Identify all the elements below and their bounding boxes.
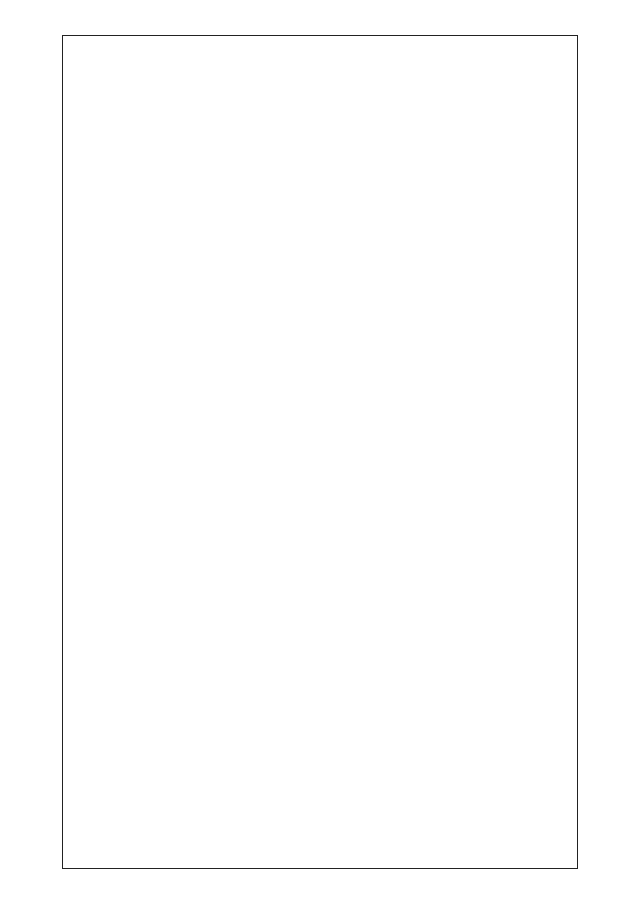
rotated-document-body: [72, 46, 568, 858]
document-text-line: [540, 54, 557, 850]
document-text-line: [299, 54, 316, 850]
document-text-line: [403, 54, 420, 850]
document-text-line: [282, 54, 299, 850]
document-text-line: [437, 54, 454, 850]
document-text-line: [76, 54, 93, 850]
document-text-line: [471, 54, 488, 850]
document-text-line: [454, 54, 471, 850]
document-text-line: [248, 54, 265, 850]
document-text-line: [128, 54, 145, 850]
document-text-line: [489, 54, 506, 850]
document-text-frame: [62, 35, 578, 869]
document-text-line: [317, 54, 334, 850]
document-text-line: [110, 54, 127, 850]
document-text-line: [351, 54, 368, 850]
document-text-line: [265, 54, 282, 850]
document-text-line: [162, 54, 179, 850]
document-text-line: [93, 54, 110, 850]
document-text-line: [231, 54, 248, 850]
document-text-line: [506, 54, 523, 850]
document-text-line: [179, 54, 196, 850]
document-text-line: [214, 54, 231, 850]
document-text-line: [334, 54, 351, 850]
document-text-line: [385, 54, 402, 850]
document-text-line: [557, 54, 574, 850]
document-text-line: [420, 54, 437, 850]
document-text-line: [145, 54, 162, 850]
document-text-line: [196, 54, 213, 850]
document-text-line: [368, 54, 385, 850]
document-text-line: [523, 54, 540, 850]
